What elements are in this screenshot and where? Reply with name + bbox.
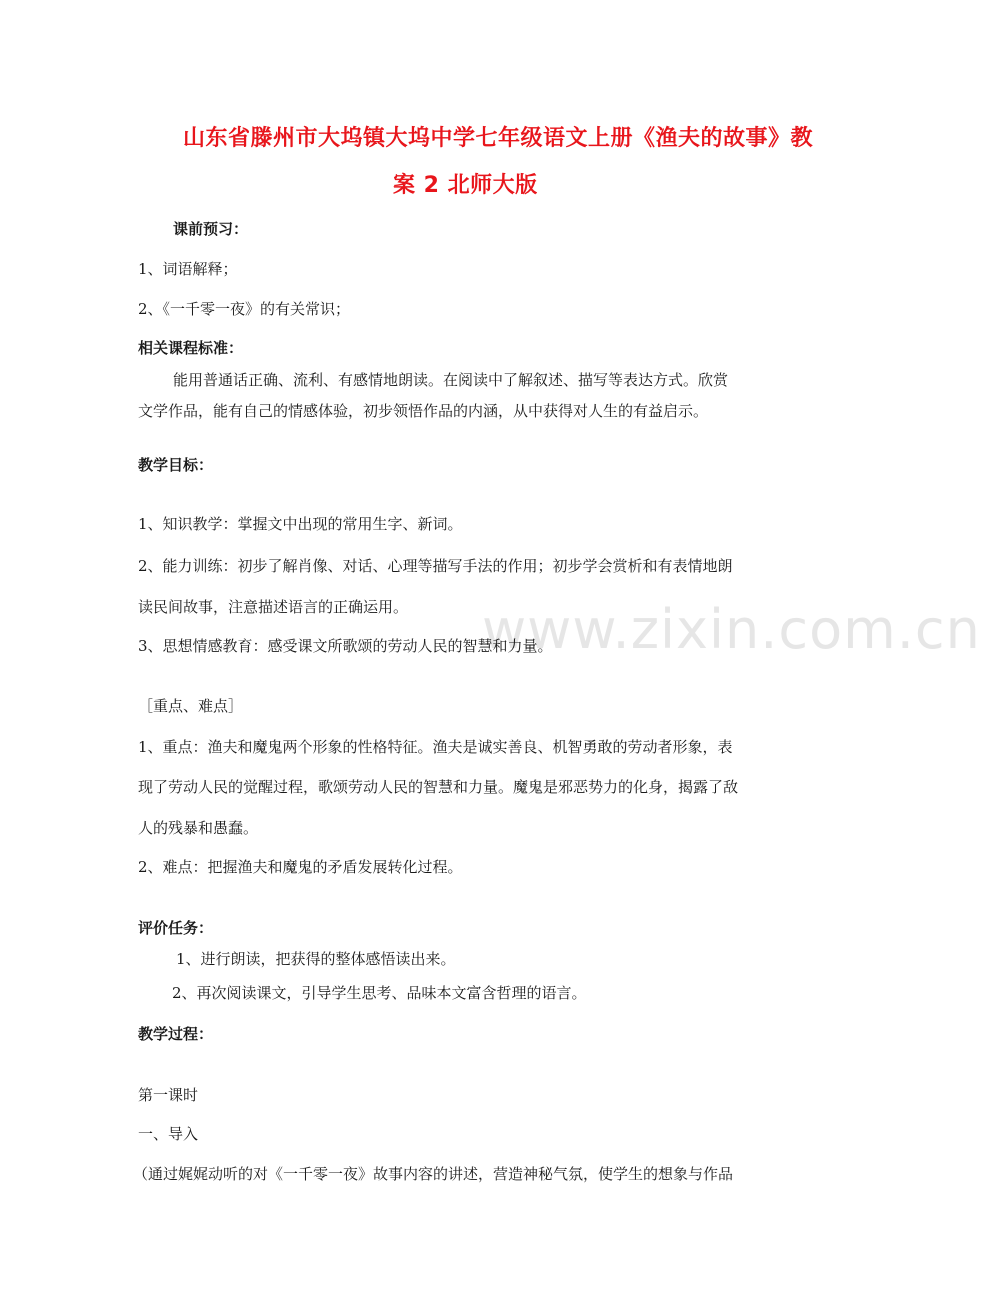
keypoints-heading: ［重点、难点］ bbox=[138, 697, 244, 715]
watermark: www.zixin.com.cn bbox=[482, 598, 981, 661]
goals-line: 3、思想情感教育：感受课文所歌颂的劳动人民的智慧和力量。 bbox=[138, 637, 553, 655]
document-title-line-1: 山东省滕州市大坞镇大坞中学七年级语文上册《渔夫的故事》教 bbox=[183, 126, 814, 151]
standards-line: 能用普通话正确、流利、有感情地朗读。在阅读中了解叙述、描写等表达方式。欣赏 bbox=[173, 371, 729, 389]
goals-line: 读民间故事，注意描述语言的正确运用。 bbox=[138, 598, 409, 616]
intro-paragraph: （通过娓娓动听的对《一千零一夜》故事内容的讲述，营造神秘气氛，使学生的想象与作品 bbox=[133, 1165, 734, 1183]
goals-line: 2、能力训练：初步了解肖像、对话、心理等描写手法的作用；初步学会赏析和有表情地朗 bbox=[138, 557, 733, 575]
preview-item: 2、《一千零一夜》的有关常识； bbox=[138, 300, 351, 318]
evaluation-heading: 评价任务： bbox=[138, 919, 214, 937]
preview-heading: 课前预习： bbox=[173, 220, 249, 238]
standards-heading: 相关课程标准： bbox=[138, 339, 244, 357]
keypoints-line: 1、重点：渔夫和魔鬼两个形象的性格特征。渔夫是诚实善良、机智勇敢的劳动者形象，表 bbox=[138, 738, 733, 756]
goals-heading: 教学目标： bbox=[138, 456, 214, 474]
keypoints-line: 2、难点：把握渔夫和魔鬼的矛盾发展转化过程。 bbox=[138, 858, 463, 876]
process-heading: 教学过程： bbox=[138, 1025, 214, 1043]
evaluation-line: 2、再次阅读课文，引导学生思考、品味本文富含哲理的语言。 bbox=[172, 984, 587, 1002]
lesson-label: 第一课时 bbox=[138, 1086, 199, 1104]
preview-item: 1、词语解释； bbox=[138, 260, 238, 278]
evaluation-line: 1、进行朗读，把获得的整体感悟读出来。 bbox=[176, 950, 456, 968]
keypoints-line: 现了劳动人民的觉醒过程，歌颂劳动人民的智慧和力量。魔鬼是邪恶势力的化身，揭露了敌 bbox=[138, 778, 739, 796]
section-heading: 一、导入 bbox=[138, 1125, 199, 1143]
goals-line: 1、知识教学：掌握文中出现的常用生字、新词。 bbox=[138, 515, 463, 533]
keypoints-line: 人的残暴和愚蠢。 bbox=[138, 819, 259, 837]
standards-line: 文学作品，能有自己的情感体验，初步领悟作品的内涵，从中获得对人生的有益启示。 bbox=[138, 402, 709, 420]
document-title-line-2: 案 2 北师大版 bbox=[393, 173, 538, 198]
